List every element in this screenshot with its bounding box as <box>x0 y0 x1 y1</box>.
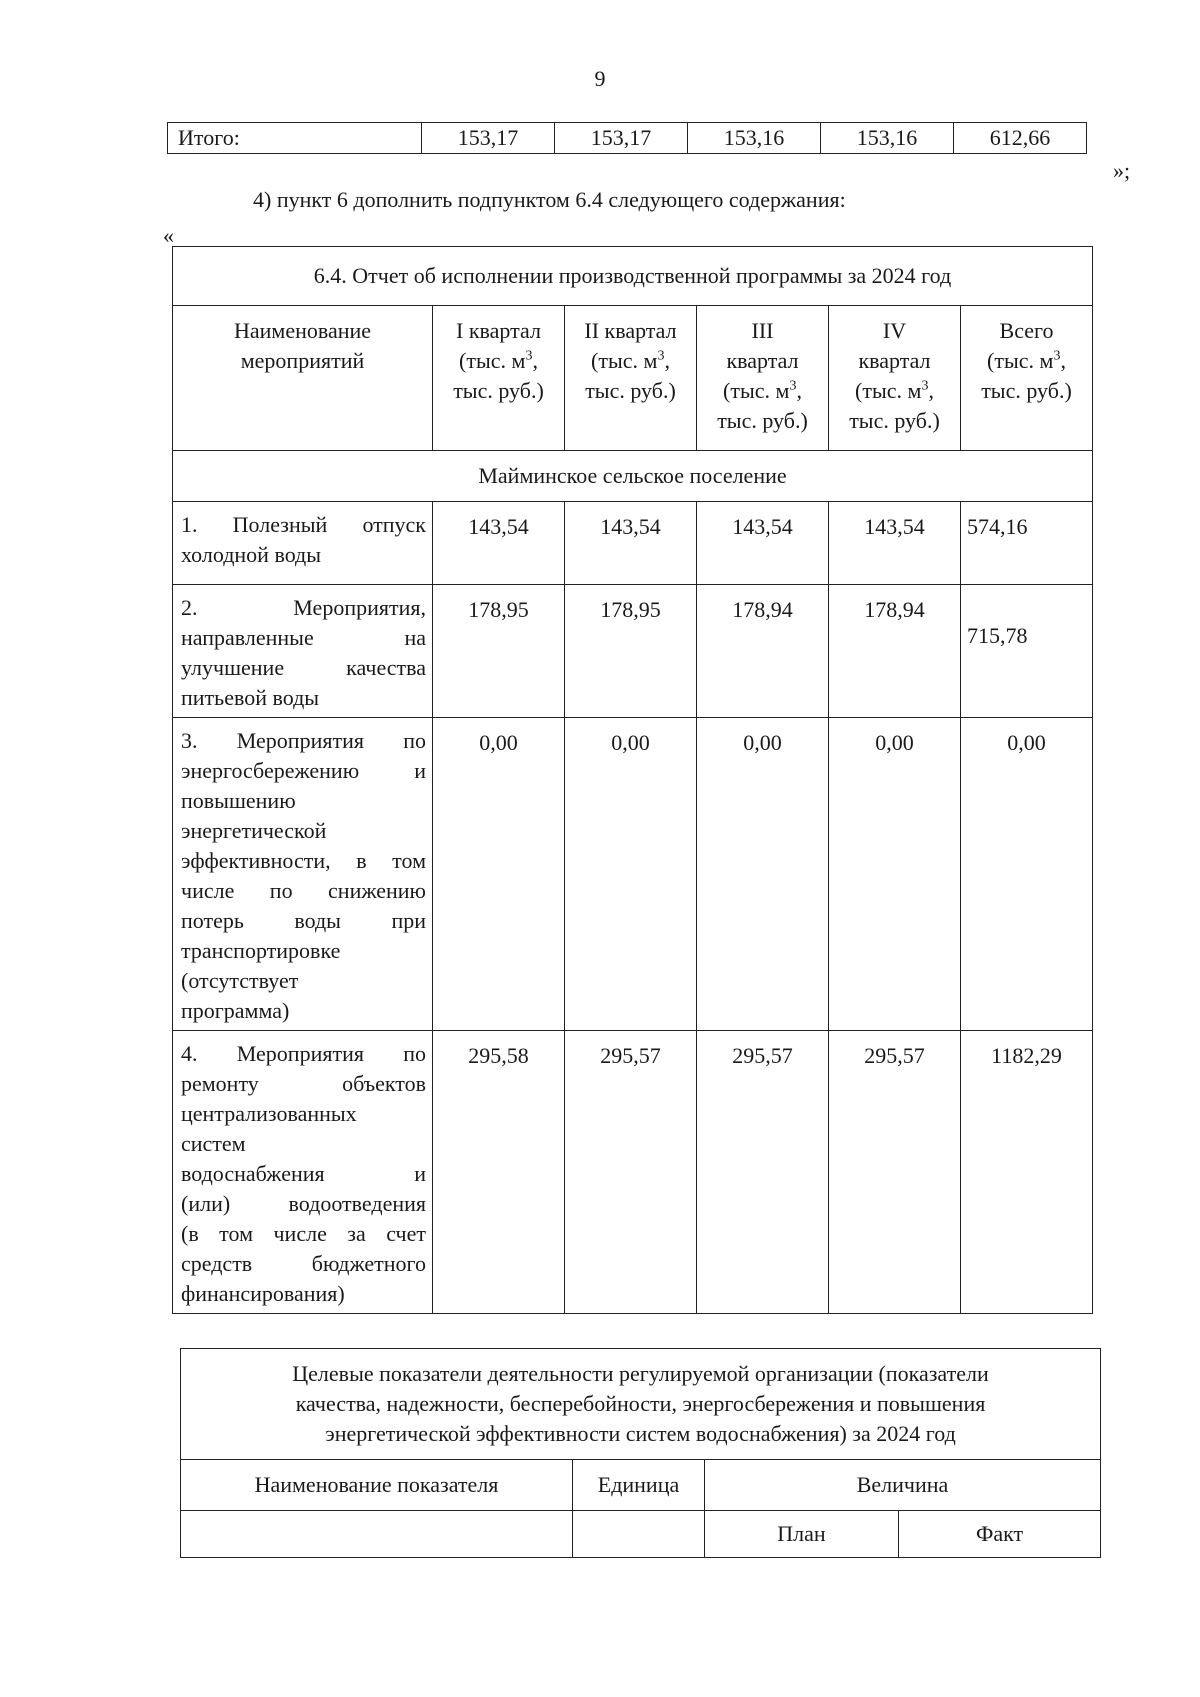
header-q3-unit: (тыс. м <box>723 378 790 403</box>
row-3-line: (отсутствует <box>181 968 299 993</box>
row-1-line: холодной воды <box>181 542 322 567</box>
row-2-total: 715,78 <box>961 585 1093 718</box>
row-3-total: 0,00 <box>961 718 1093 1031</box>
table-row <box>173 502 1093 585</box>
header-total <box>961 306 1093 451</box>
row-4-line: 4. Мероприятия по <box>181 1041 426 1066</box>
header-q2-line3: тыс. руб.) <box>585 378 676 403</box>
row-4-q4: 295,57 <box>829 1031 961 1314</box>
header-q1-unit: (тыс. м <box>459 348 526 373</box>
header-q4-comma: , <box>928 378 934 403</box>
header-q3 <box>697 306 829 451</box>
header-q1-comma: , <box>532 348 538 373</box>
row-2-line: питьевой воды <box>181 685 320 710</box>
totals-q3: 153,16 <box>688 123 821 154</box>
row-4-q2: 295,57 <box>565 1031 697 1314</box>
row-3-q4: 0,00 <box>829 718 961 1031</box>
row-4-line: средств бюджетного <box>181 1251 426 1276</box>
header-q2-line1: II квартал <box>584 318 677 343</box>
row-1-total: 574,16 <box>961 502 1093 585</box>
row-1-line: 1. Полезный отпуск <box>181 512 426 537</box>
table-row <box>173 1031 1093 1314</box>
table-row <box>173 718 1093 1031</box>
header-name-text: Наименование мероприятий <box>233 318 372 373</box>
header-total-line1: Всего <box>999 318 1054 343</box>
row-1-q4: 143,54 <box>829 502 961 585</box>
totals-label: Итого: <box>168 123 422 154</box>
indicators-title-line: энергетической эффективности систем водоснабжения) за 2024 год <box>325 1421 956 1446</box>
row-3-q2: 0,00 <box>565 718 697 1031</box>
instruction-text: 4) пункт 6 дополнить подпунктом 6.4 следующего содержания: <box>253 187 846 212</box>
header-q3-sup: 3 <box>789 378 797 394</box>
totals-q4: 153,16 <box>821 123 954 154</box>
header-q2-comma: , <box>664 348 670 373</box>
empty-name-cell <box>181 1511 573 1558</box>
header-q4-line2: квартал <box>858 348 931 373</box>
header-total-comma: , <box>1060 348 1066 373</box>
row-3-q1: 0,00 <box>433 718 565 1031</box>
col-indicator-name: Наименование показателя <box>181 1460 573 1511</box>
header-q4 <box>829 306 961 451</box>
indicators-table <box>180 1348 1101 1558</box>
header-q1-line1: I квартал <box>456 318 541 343</box>
row-1-q1: 143,54 <box>433 502 565 585</box>
indicators-title-line: Целевые показатели деятельности регулируемой организации (показатели <box>292 1361 989 1386</box>
opening-quote: « <box>163 223 174 248</box>
row-3-line: энергосбережению и <box>181 758 426 783</box>
header-q1-sup: 3 <box>525 348 533 364</box>
table-row <box>173 585 1093 718</box>
totals-row <box>168 123 1087 154</box>
row-3-label <box>173 718 433 1031</box>
header-q1-line3: тыс. руб.) <box>453 378 544 403</box>
header-q1 <box>433 306 565 451</box>
row-1-label <box>173 502 433 585</box>
row-4-line: ремонту объектов <box>181 1071 426 1096</box>
header-q4-line1: IV <box>882 318 907 343</box>
header-q3-line2: квартал <box>726 348 799 373</box>
row-4-line: водоснабжения и <box>181 1161 426 1186</box>
row-4-line: (в том числе за счет <box>181 1221 426 1246</box>
header-q3-line4: тыс. руб.) <box>717 408 808 433</box>
col-plan: План <box>705 1511 899 1558</box>
col-value: Величина <box>705 1460 1101 1511</box>
header-q4-line4: тыс. руб.) <box>849 408 940 433</box>
row-2-q3: 178,94 <box>697 585 829 718</box>
row-4-q1: 295,58 <box>433 1031 565 1314</box>
closing-quote: »; <box>1113 158 1131 183</box>
row-3-line: транспортировке <box>181 938 341 963</box>
totals-q2: 153,17 <box>555 123 688 154</box>
row-4-line: (или) водоотведения <box>181 1191 426 1216</box>
col-fact: Факт <box>899 1511 1101 1558</box>
col-unit: Единица <box>573 1460 705 1511</box>
header-total-line3: тыс. руб.) <box>981 378 1072 403</box>
header-q2 <box>565 306 697 451</box>
row-4-label <box>173 1031 433 1314</box>
totals-q1: 153,17 <box>422 123 555 154</box>
header-q3-comma: , <box>796 378 802 403</box>
row-2-q1: 178,95 <box>433 585 565 718</box>
row-2-line: улучшение качества <box>181 655 426 680</box>
page-number: 9 <box>594 66 606 91</box>
header-q2-unit: (тыс. м <box>591 348 658 373</box>
header-name <box>173 306 433 451</box>
section-title: Майминское сельское поселение <box>173 451 1093 502</box>
row-3-line: энергетической <box>181 818 327 843</box>
header-total-sup: 3 <box>1053 348 1061 364</box>
row-3-line: 3. Мероприятия по <box>181 728 426 753</box>
header-total-unit: (тыс. м <box>987 348 1054 373</box>
totals-table <box>167 122 1087 154</box>
header-q4-sup: 3 <box>921 378 929 394</box>
indicators-title <box>181 1349 1101 1460</box>
row-4-line: централизованных <box>181 1101 357 1126</box>
row-4-line: систем <box>181 1131 246 1156</box>
report-table-title: 6.4. Отчет об исполнении производственной программы за 2024 год <box>173 247 1093 306</box>
row-2-line: направленные на <box>181 625 426 650</box>
row-4-line: финансирования) <box>181 1281 345 1306</box>
row-3-line: программа) <box>181 998 290 1023</box>
row-4-total: 1182,29 <box>961 1031 1093 1314</box>
row-3-line: числе по снижению <box>181 878 426 903</box>
row-2-label <box>173 585 433 718</box>
row-2-q4: 178,94 <box>829 585 961 718</box>
header-q2-sup: 3 <box>657 348 665 364</box>
header-q3-line1: III <box>751 318 774 343</box>
header-q4-unit: (тыс. м <box>855 378 922 403</box>
empty-unit-cell <box>573 1511 705 1558</box>
row-3-line: эффективности, в том <box>181 848 426 873</box>
report-table <box>172 246 1093 1314</box>
row-3-q3: 0,00 <box>697 718 829 1031</box>
row-1-q3: 143,54 <box>697 502 829 585</box>
row-3-line: потерь воды при <box>181 908 426 933</box>
row-1-q2: 143,54 <box>565 502 697 585</box>
row-2-line: 2. Мероприятия, <box>181 595 426 620</box>
row-4-q3: 295,57 <box>697 1031 829 1314</box>
indicators-title-line: качества, надежности, бесперебойности, энергосбережения и повышения <box>295 1391 986 1416</box>
totals-total: 612,66 <box>954 123 1087 154</box>
row-2-q2: 178,95 <box>565 585 697 718</box>
report-header-row <box>173 306 1093 451</box>
row-3-line: повышению <box>181 788 296 813</box>
